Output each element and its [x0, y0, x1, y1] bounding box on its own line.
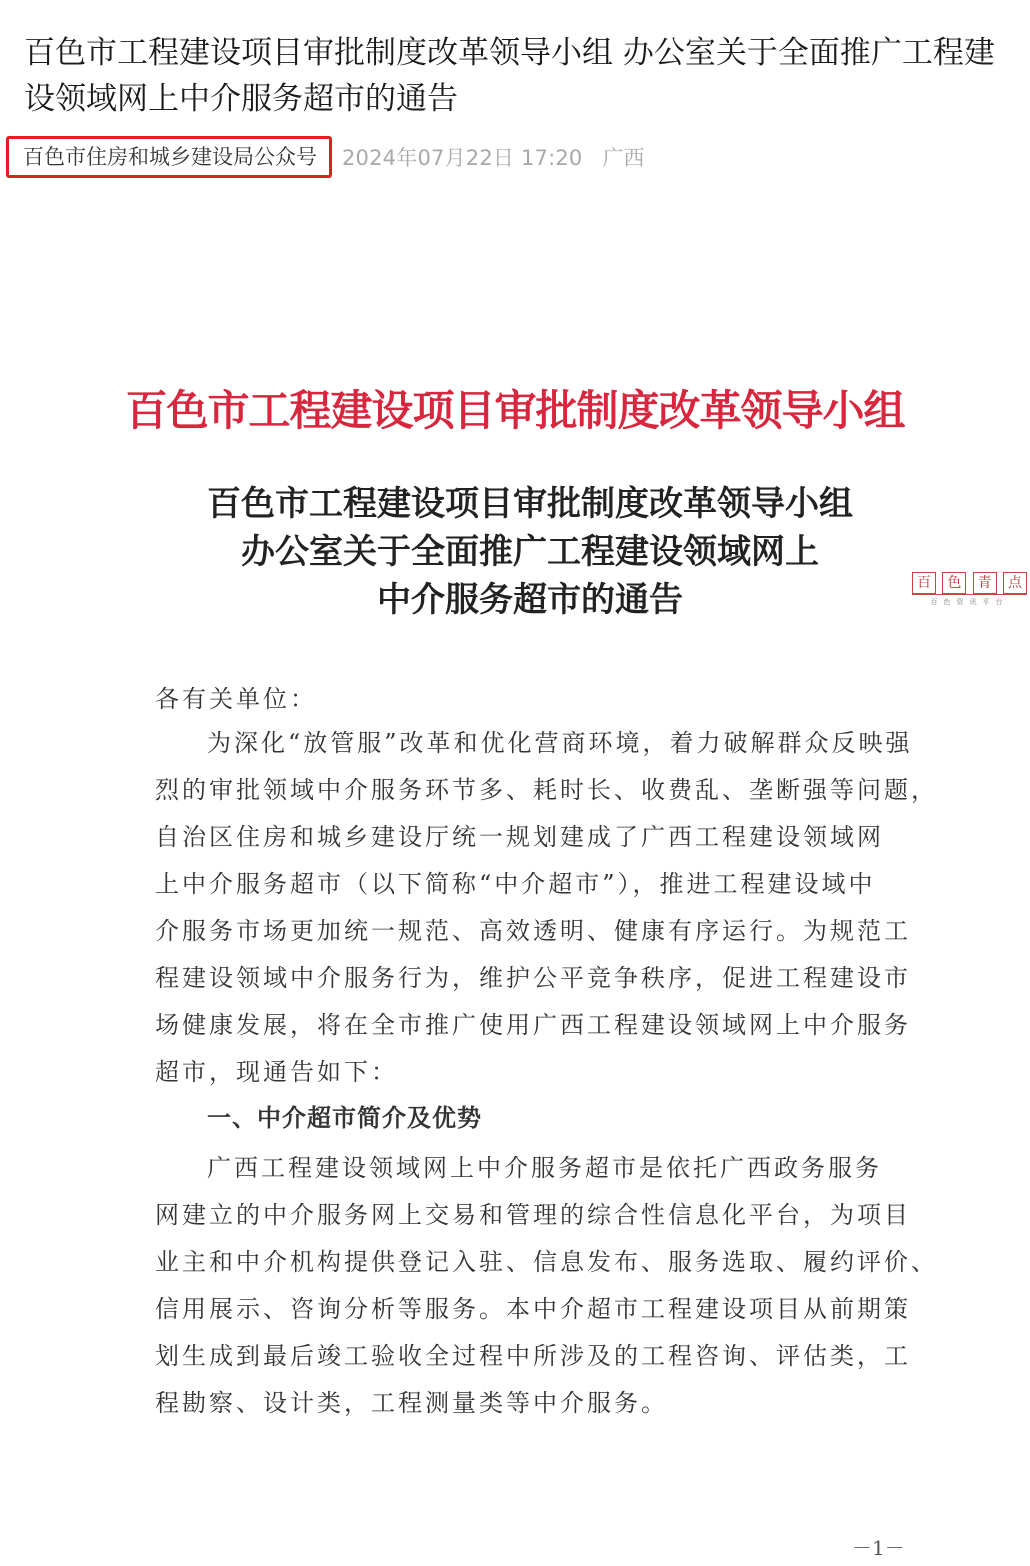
document-image [0, 190, 1030, 1566]
page-number: －1－ [852, 1536, 905, 1560]
salutation: 各有关单位： [155, 685, 317, 713]
paragraph-line: 程建设领域中介服务行为，维护公平竞争秩序，促进工程建设市 [155, 964, 911, 992]
paragraph-line: 场健康发展，将在全市推广使用广西工程建设领域网上中介服务 [155, 1011, 911, 1039]
watermark-char: 百 [912, 572, 936, 594]
paragraph-line: 信用展示、咨询分析等服务。本中介超市工程建设项目从前期策 [155, 1295, 911, 1323]
document-title-line: 办公室关于全面推广工程建设领域网上 [241, 532, 819, 572]
paragraph-line: 烈的审批领域中介服务环节多、耗时长、收费乱、垄断强等问题， [155, 776, 938, 804]
publish-region: 广西 [602, 146, 645, 170]
watermark-char: 青 [973, 572, 997, 594]
section-heading: 一、中介超市简介及优势 [207, 1104, 482, 1132]
paragraph-line: 为深化“放管服”改革和优化营商环境，着力破解群众反映强 [207, 729, 913, 757]
watermark-char: 点 [1003, 572, 1027, 594]
paragraph-section1 [155, 1145, 938, 1427]
document-red-header: 百色市工程建设项目审批制度改革领导小组 [125, 386, 905, 435]
paragraph-line: 划生成到最后竣工验收全过程中所涉及的工程咨询、评估类，工 [155, 1342, 911, 1370]
account-name-link[interactable]: 百色市住房和城乡建设局公众号 [6, 136, 332, 178]
paragraph-line: 超市，现通告如下： [155, 1058, 398, 1086]
watermark-char: 色 [942, 572, 966, 594]
document-title-line: 中介服务超市的通告 [377, 580, 683, 620]
paragraph-line: 程勘察、设计类，工程测量类等中介服务。 [155, 1389, 668, 1417]
article-title: 百色市工程建设项目审批制度改革领导小组 办公室关于全面推广工程建设领域网上中介服务超市的通告 [24, 35, 995, 117]
paragraph-line: 上中介服务超市（以下简称“中介超市”），推进工程建设域中 [155, 870, 876, 898]
paragraph-line: 广西工程建设领域网上中介服务超市是依托广西政务服务 [207, 1154, 882, 1182]
paragraph-intro [155, 720, 938, 1096]
publish-date: 2024年07月22日 17:20 [342, 146, 583, 170]
paragraph-line: 业主和中介机构提供登记入驻、信息发布、服务选取、履约评价、 [155, 1248, 938, 1276]
paragraph-line: 自治区住房和城乡建设厅统一规划建成了广西工程建设领域网 [155, 823, 884, 851]
document-title-line: 百色市工程建设项目审批制度改革领导小组 [207, 484, 853, 524]
paragraph-line: 介服务市场更加统一规范、高效透明、健康有序运行。为规范工 [155, 917, 911, 945]
paragraph-line: 网建立的中介服务网上交易和管理的综合性信息化平台，为项目 [155, 1201, 911, 1229]
watermark-logo [912, 572, 1027, 607]
document-title [0, 480, 1030, 624]
watermark-subtitle: 百色资讯平台 [930, 598, 1009, 606]
article-meta [6, 136, 644, 178]
